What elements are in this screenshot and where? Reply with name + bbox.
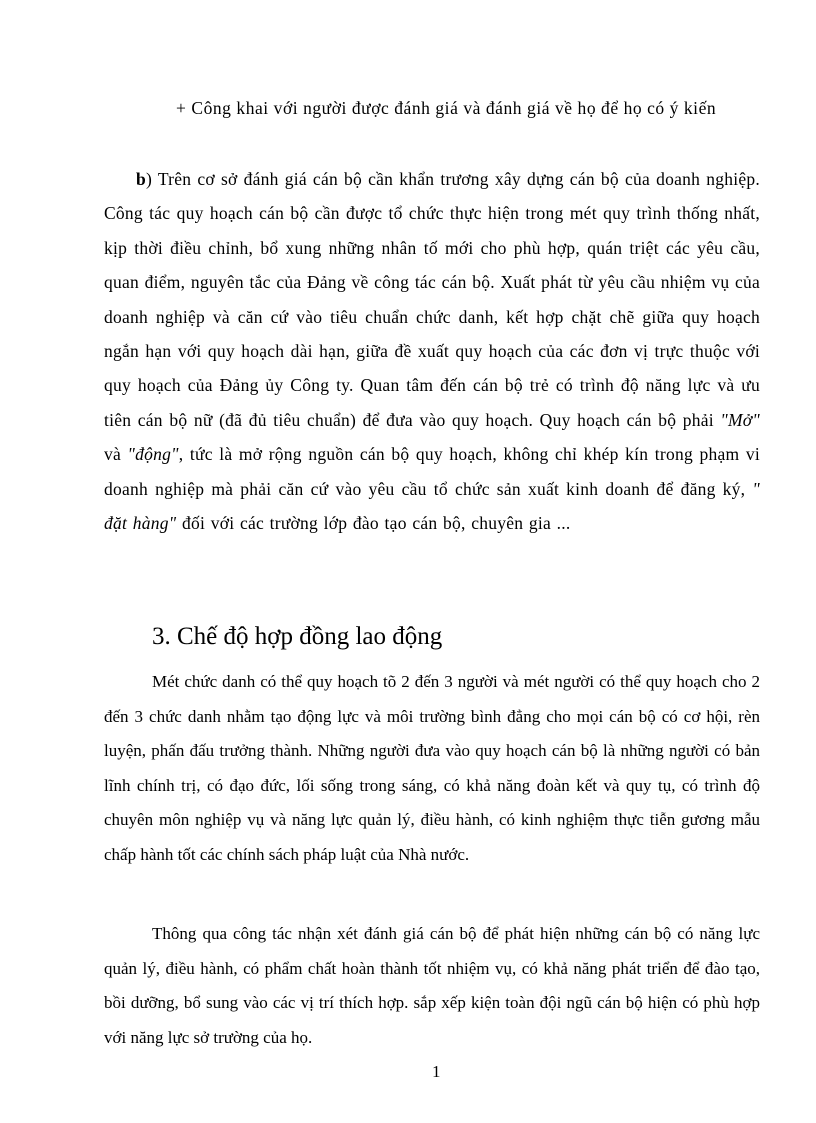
paragraph-section-3-second: Thông qua công tác nhận xét đánh giá cán bộ để phát hiện những cán bộ có năng lực quản lý, điều hành, có phẩm chất hoàn thành tốt nhiệm vụ, có khả năng phát triển để đào tạo, bồi dưỡng, bổ sung vào các vị trí thích hợp. sắp xếp kiện toàn đội ngũ cán bộ hiện có phù hợp với năng lực sở trường của họ. [104, 924, 760, 1047]
paragraph-b-label: b [136, 169, 146, 189]
paragraph-b-text-2: , tức là mở rộng nguồn cán bộ quy hoạch, không chỉ khép kín trong phạm vi doanh nghiệp mà phải căn cứ vào yêu cầu tổ chức sản xuất kinh doanh để đăng ký, [104, 444, 760, 499]
quote-dong: "động" [127, 444, 179, 465]
page-number: 1 [432, 1062, 441, 1081]
quote-mo: "Mở" [720, 409, 760, 430]
quote-dat-hang: " đặt hàng" [104, 478, 760, 534]
section-heading: 3. Chế độ hợp đồng lao động [152, 623, 443, 650]
paragraph-section-3-first: Mét chức danh có thể quy hoạch tõ 2 đến 3 người và mét người có thể quy hoạch cho 2 đến 3 chức danh nhằm tạo động lực và môi trường bình đẳng cho mọi cán bộ có cơ hội, rèn luyện, phấn đấu trưởng thành. Những người đưa vào quy hoạch cán bộ là những người có bản lĩnh chính trị, có đạo đức, lối sống trong sáng, có khả năng đoàn kết và quy tụ, có trình độ chuyên môn nghiệp vụ và năng lực quản lý, điều hành, có kinh nghiệm thực tiễn gương mẫu chấp hành tốt các chính sách pháp luật của Nhà nước. [104, 672, 760, 864]
paragraph-plus-item: + Công khai với người được đánh giá và đánh giá về họ để họ có ý kiến [176, 98, 717, 118]
paragraph-b-text-va: và [104, 444, 128, 465]
paragraph-b [104, 162, 760, 540]
paragraph-b-text-3: đối với các trường lớp đào tạo cán bộ, chuyên gia ... [176, 513, 571, 534]
paragraph-b-text-1: ) Trên cơ sở đánh giá cán bộ cần khẩn trương xây dựng cán bộ của doanh nghiệp. Công tác quy hoạch cán bộ cần được tổ chức thực hiện trong mét quy trình thống nhất, kịp thời điều chỉnh, bổ xung những nhân tố mới cho phù hợp, quán triệt các yêu cầu, quan điểm, nguyên tắc của Đảng về công tác cán bộ. Xuất phát từ yêu cầu nhiệm vụ của doanh nghiệp và căn cứ vào tiêu chuẩn chức danh, kết hợp chặt chẽ giữa quy hoạch ngắn hạn với quy hoạch dài hạn, giữa đề xuất quy hoạch của các đơn vị trực thuộc với quy hoạch của Đảng ủy Công ty. Quan tâm đến cán bộ trẻ có trình độ năng lực và ưu tiên cán bộ nữ (đã đủ tiêu chuẩn) để đưa vào quy hoạch. Quy hoạch cán bộ phải [104, 169, 760, 430]
